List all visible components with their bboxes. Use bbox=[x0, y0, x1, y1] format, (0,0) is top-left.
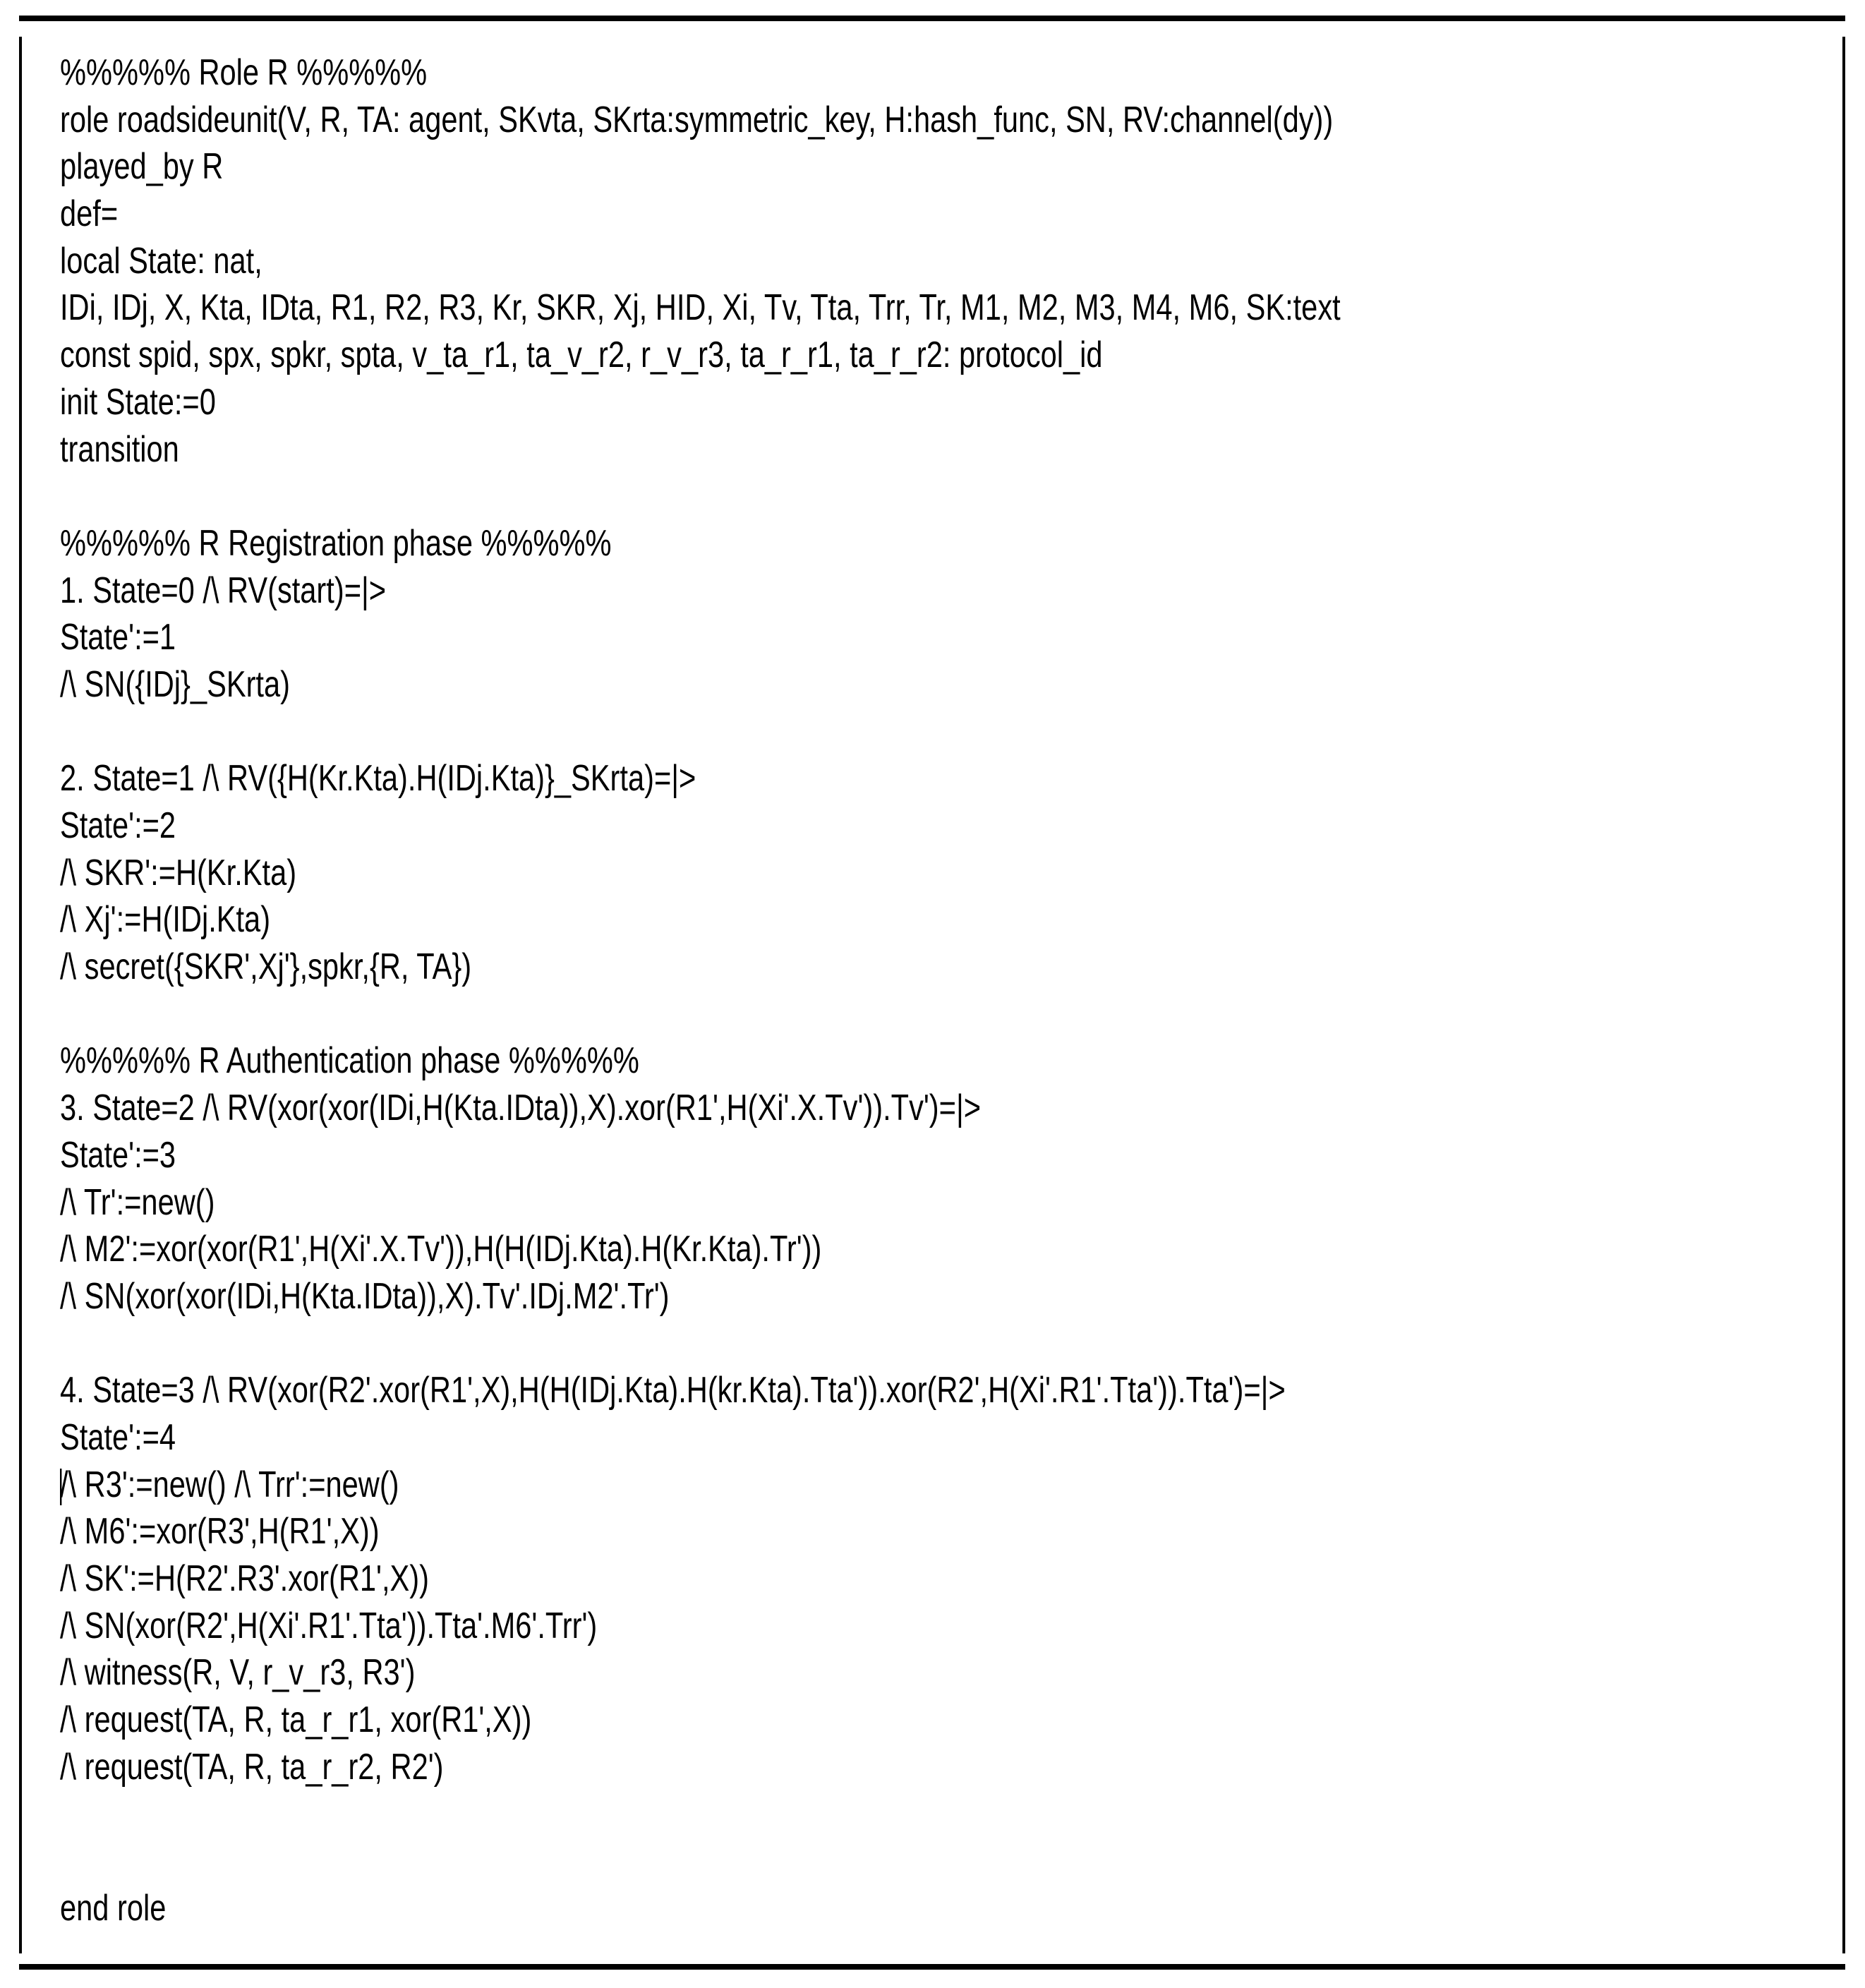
top-rule bbox=[19, 16, 1845, 21]
left-border bbox=[19, 37, 22, 1953]
transition-4-request-r1: /\ request(TA, R, ta_r_r1, xor(R1',X)) bbox=[60, 1699, 532, 1741]
blank-line bbox=[60, 991, 1477, 1038]
blank-line bbox=[60, 1790, 1477, 1838]
role-declaration: role roadsideunit(V, R, TA: agent, SKvta, SKrta:symmetric_key, H:hash_func, SN, RV:channel(dy)) bbox=[60, 99, 1334, 140]
blank-line bbox=[60, 1320, 1477, 1368]
authentication-phase-comment: %%%%% R Authentication phase %%%%% bbox=[60, 1040, 639, 1082]
blank-line bbox=[60, 473, 1477, 520]
transition-line: transition bbox=[60, 428, 179, 470]
def-line: def= bbox=[60, 193, 119, 235]
transition-4: 4. State=3 /\ RV(xor(R2'.xor(R1',X),H(H(IDj.Kta).H(kr.Kta).Tta')).xor(R2',H(Xi'.R1'.Tta')).Tta')=|> bbox=[60, 1370, 1286, 1411]
transition-2-skr: /\ SKR':=H(Kr.Kta) bbox=[60, 852, 297, 893]
blank-line bbox=[60, 709, 1477, 756]
transition-3: 3. State=2 /\ RV(xor(xor(IDi,H(Kta.IDta)),X).xor(R1',H(Xi'.X.Tv')).Tv')=|> bbox=[60, 1088, 982, 1129]
transition-2: 2. State=1 /\ RV({H(Kr.Kta).H(IDj.Kta)}_SKrta)=|> bbox=[60, 758, 696, 800]
transition-1-state: State':=1 bbox=[60, 617, 176, 658]
transition-2-state: State':=2 bbox=[60, 805, 176, 846]
right-border bbox=[1842, 37, 1845, 1953]
transition-1: 1. State=0 /\ RV(start)=|> bbox=[60, 570, 387, 611]
transition-2-secret: /\ secret({SKR',Xj'},spkr,{R, TA}) bbox=[60, 946, 472, 988]
transition-3-m2: /\ M2':=xor(xor(R1',H(Xi'.X.Tv')),H(H(IDj.Kta).H(Kr.Kta).Tr')) bbox=[60, 1229, 822, 1270]
hlpsl-code-block bbox=[60, 49, 1831, 1932]
bottom-rule bbox=[19, 1964, 1845, 1970]
blank-line bbox=[60, 1838, 1477, 1885]
transition-4-m6: /\ M6':=xor(R3',H(R1',X)) bbox=[60, 1511, 380, 1553]
transition-3-tr: /\ Tr':=new() bbox=[60, 1181, 215, 1223]
played-by-line: played_by R bbox=[60, 146, 224, 188]
transition-3-send: /\ SN(xor(xor(IDi,H(Kta.IDta)),X).Tv'.IDj.M2'.Tr') bbox=[60, 1275, 670, 1317]
init-line: init State:=0 bbox=[60, 381, 216, 423]
end-role-line: end role bbox=[60, 1887, 167, 1929]
role-header-comment: %%%%% Role R %%%%% bbox=[60, 52, 428, 93]
local-state-line: local State: nat, bbox=[60, 240, 262, 282]
transition-4-sk: /\ SK':=H(R2'.R3'.xor(R1',X)) bbox=[60, 1558, 429, 1599]
transition-4-state: State':=4 bbox=[60, 1416, 176, 1458]
local-vars-line: IDi, IDj, X, Kta, IDta, R1, R2, R3, Kr, SKR, Xj, HID, Xi, Tv, Tta, Trr, Tr, M1, M2, M3, M4, M6, SK:text bbox=[60, 287, 1341, 329]
registration-phase-comment: %%%%% R Registration phase %%%%% bbox=[60, 522, 612, 564]
transition-1-send: /\ SN({IDj}_SKrta) bbox=[60, 663, 290, 705]
const-line: const spid, spx, spkr, spta, v_ta_r1, ta_v_r2, r_v_r3, ta_r_r1, ta_r_r2: protocol_id bbox=[60, 335, 1103, 376]
transition-4-new-text: /\ R3':=new() /\ Trr':=new() bbox=[60, 1464, 399, 1505]
transition-4-witness: /\ witness(R, V, r_v_r3, R3') bbox=[60, 1652, 416, 1694]
transition-4-request-r2: /\ request(TA, R, ta_r_r2, R2') bbox=[60, 1746, 444, 1788]
transition-3-state: State':=3 bbox=[60, 1134, 176, 1176]
transition-2-xj: /\ Xj':=H(IDj.Kta) bbox=[60, 899, 271, 941]
transition-4-new bbox=[60, 1462, 1477, 1509]
transition-4-send: /\ SN(xor(R2',H(Xi'.R1'.Tta')).Tta'.M6'.Trr') bbox=[60, 1605, 598, 1646]
